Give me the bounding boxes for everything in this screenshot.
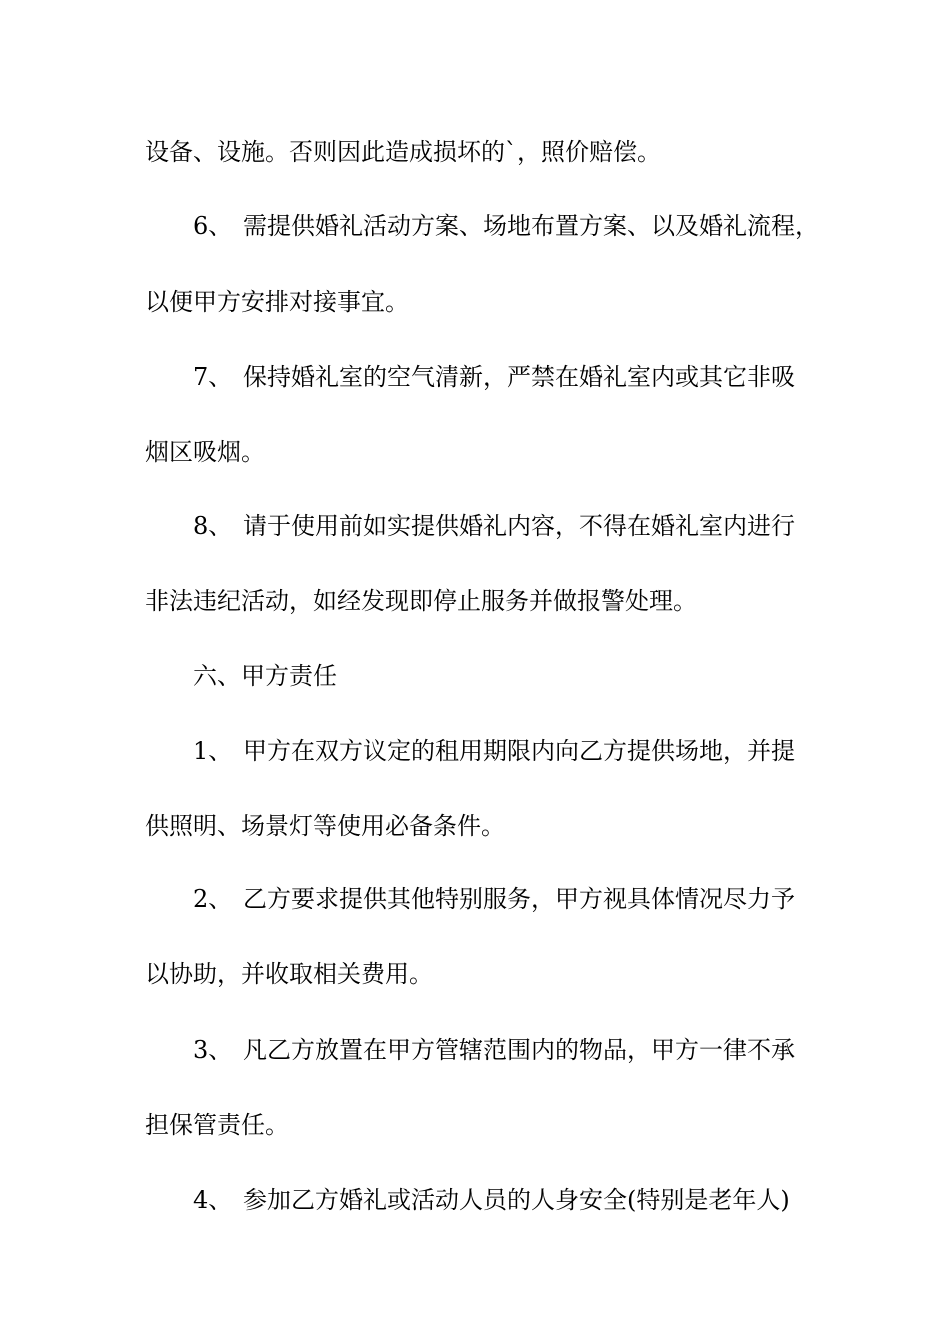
line-text: 以协助，并收取相关费用。: [145, 960, 433, 988]
numbered-item-line: [193, 1030, 950, 1070]
line-text: 供照明、场景灯等使用必备条件。: [145, 812, 505, 840]
item-number: 6、: [193, 212, 233, 240]
paragraph-line: [145, 581, 950, 621]
paragraph-line: [145, 806, 950, 846]
numbered-item-line: [193, 506, 950, 546]
line-text: 以便甲方安排对接事宜。: [145, 288, 409, 316]
line-text: 乙方要求提供其他特别服务，甲方视具体情况尽力予: [243, 885, 795, 913]
line-text: 非法违纪活动，如经发现即停止服务并做报警处理。: [145, 587, 697, 615]
line-text: 参加乙方婚礼或活动人员的人身安全(特别是老年人): [243, 1186, 790, 1214]
paragraph-line: [145, 1105, 950, 1145]
numbered-item-line: [193, 879, 950, 919]
numbered-item-line: [193, 731, 950, 771]
item-number: 7、: [193, 363, 233, 391]
heading-text: 六、甲方责任: [193, 662, 337, 690]
item-number: 1、: [193, 737, 233, 765]
line-text: 凡乙方放置在甲方管辖范围内的物品，甲方一律不承: [243, 1036, 795, 1064]
item-number: 2、: [193, 885, 233, 913]
paragraph-line: [145, 132, 950, 172]
line-text: 需提供婚礼活动方案、场地布置方案、以及婚礼流程，: [243, 212, 819, 240]
paragraph-line: [145, 282, 950, 322]
item-number: 4、: [193, 1186, 233, 1214]
paragraph-line: [145, 954, 950, 994]
line-text: 烟区吸烟。: [145, 438, 265, 466]
section-heading: [193, 656, 950, 696]
line-text: 设备、设施。否则因此造成损坏的`，照价赔偿。: [145, 138, 661, 166]
numbered-item-line: [193, 1180, 950, 1220]
item-number: 8、: [193, 512, 233, 540]
line-text: 甲方在双方议定的租用期限内向乙方提供场地，并提: [243, 737, 795, 765]
numbered-item-line: [193, 206, 950, 246]
line-text: 担保管责任。: [145, 1111, 289, 1139]
numbered-item-line: [193, 357, 950, 397]
item-number: 3、: [193, 1036, 233, 1064]
line-text: 保持婚礼室的空气清新，严禁在婚礼室内或其它非吸: [243, 363, 795, 391]
line-text: 请于使用前如实提供婚礼内容，不得在婚礼室内进行: [243, 512, 795, 540]
paragraph-line: [145, 432, 950, 472]
